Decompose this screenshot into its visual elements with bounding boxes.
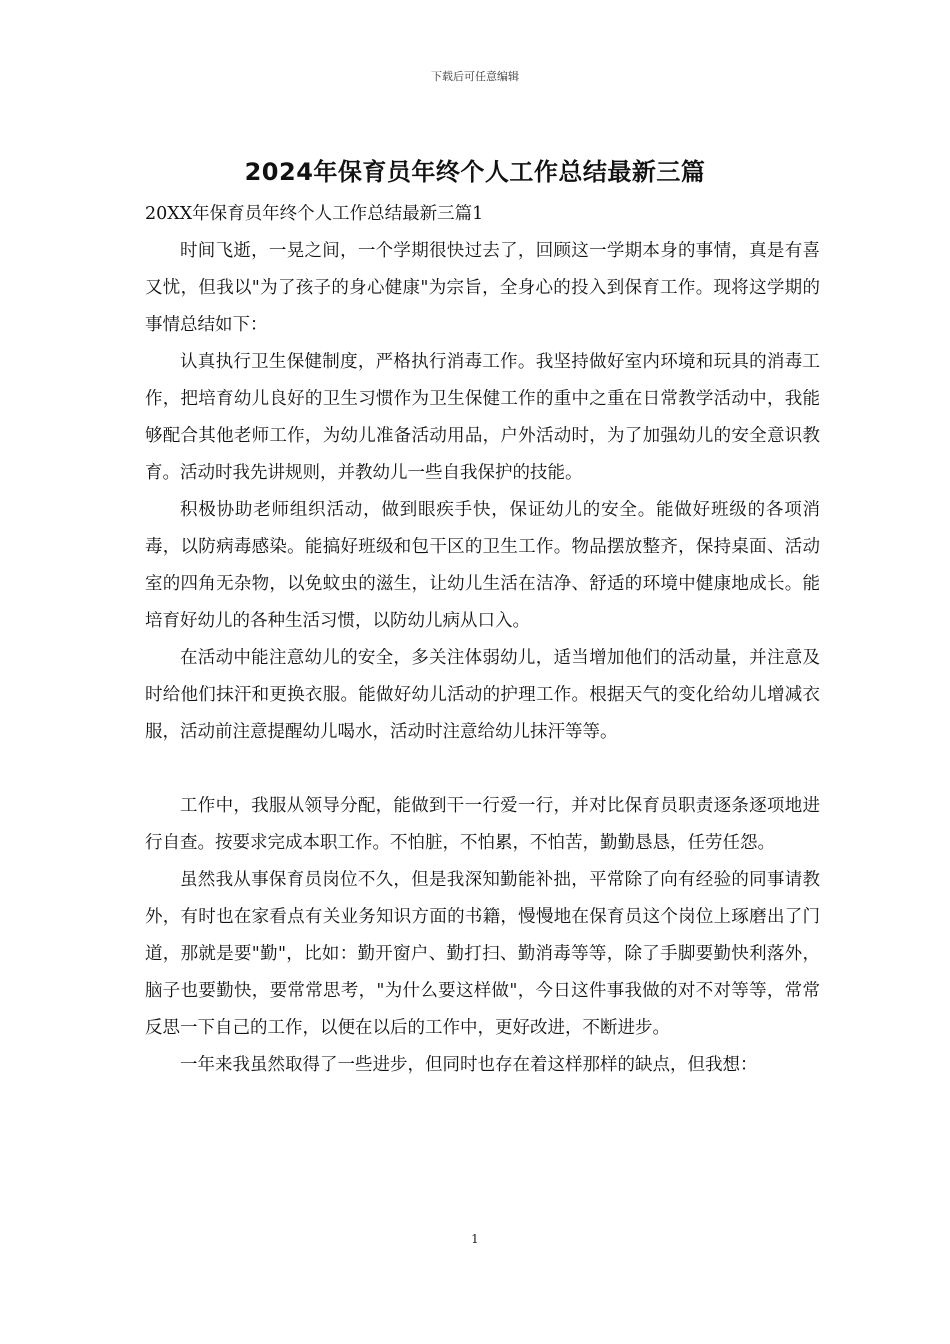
paragraph-diligence: 虽然我从事保育员岗位不久，但是我深知勤能补拙，平常除了向有经验的同事请教外，有时也在家看点有关业务知识方面的书籍，慢慢地在保育员这个岗位上琢磨出了门道，那就是要"勤"，比如：勤开窗户、勤打扫、勤消毒等等，除了手脚要勤快利落外，脑子也要勤快，要常常思考，"为什么要这样做"，今日这件事我做的对不对等等，常常反思一下自己的工作，以便在以后的工作中，更好改进，不断进步。 xyxy=(145,870,820,1038)
document-title: 2024年保育员年终个人工作总结最新三篇 xyxy=(244,158,706,186)
header-note: 下载后可任意编辑 xyxy=(431,70,519,83)
paragraph-intro: 时间飞逝，一晃之间，一个学期很快过去了，回顾这一学期本身的事情，真是有喜又忧，但我以"为了孩子的身心健康"为宗旨，全身心的投入到保育工作。现将这学期的事情总结如下： xyxy=(145,241,820,335)
section-heading: 20XX年保育员年终个人工作总结最新三篇1 xyxy=(145,204,484,224)
paragraph-reflection: 一年来我虽然取得了一些进步，但同时也存在着这样那样的缺点，但我想： xyxy=(180,1055,758,1075)
paragraph-hygiene: 认真执行卫生保健制度，严格执行消毒工作。我坚持做好室内环境和玩具的消毒工作，把培育幼儿良好的卫生习惯作为卫生保健工作的重中之重在日常教学活动中，我能够配合其他老师工作，为幼儿准备活动用品，户外活动时，为了加强幼儿的安全意识教育。活动时我先讲规则，并教幼儿一些自我保护的技能。 xyxy=(145,352,820,483)
document-body xyxy=(145,196,820,1084)
page-number: 1 xyxy=(471,1232,479,1246)
paragraph-safety: 在活动中能注意幼儿的安全，多关注体弱幼儿，适当增加他们的活动量，并注意及时给他们抹汗和更换衣服。能做好幼儿活动的护理工作。根据天气的变化给幼儿增减衣服，活动前注意提醒幼儿喝水，活动时注意给幼儿抹汗等等。 xyxy=(145,648,820,742)
paragraph-work-attitude: 工作中，我服从领导分配，能做到干一行爱一行，并对比保育员职责逐条逐项地进行自查。按要求完成本职工作。不怕脏，不怕累，不怕苦，勤勤恳恳，任劳任怨。 xyxy=(145,796,820,853)
paragraph-assist-activities: 积极协助老师组织活动，做到眼疾手快，保证幼儿的安全。能做好班级的各项消毒，以防病毒感染。能搞好班级和包干区的卫生工作。物品摆放整齐，保持桌面、活动室的四角无杂物，以免蚊虫的滋生，让幼儿生活在洁净、舒适的环境中健康地成长。能培育好幼儿的各种生活习惯，以防幼儿病从口入。 xyxy=(145,500,820,631)
